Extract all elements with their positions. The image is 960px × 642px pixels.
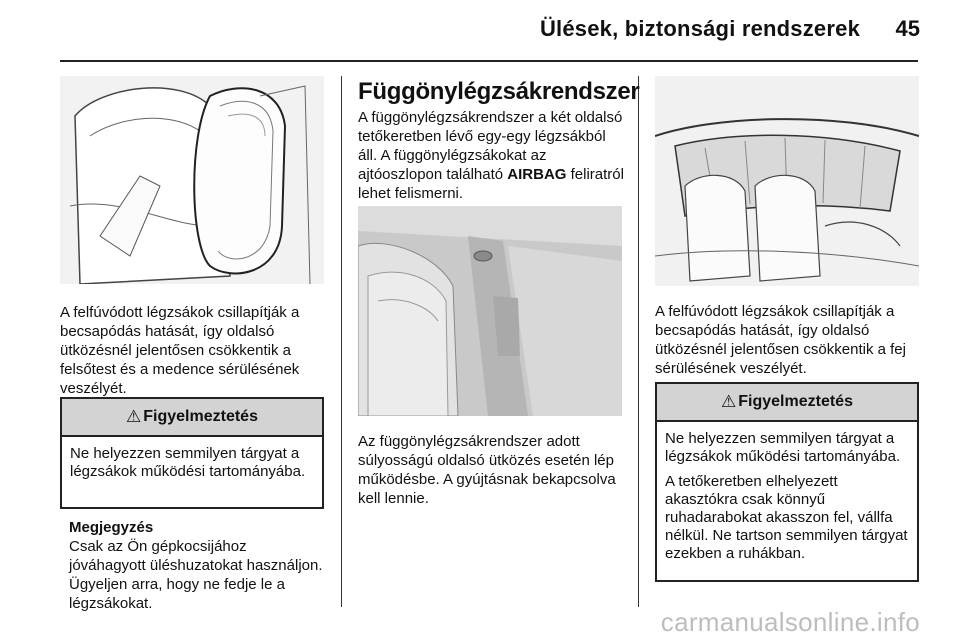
watermark: carmanualsonline.info (660, 607, 920, 637)
curtain-airbag-illustration (655, 76, 919, 286)
left-warning-text: Ne helyezzen semmilyen tárgyat a légzsákok működési tartományába. (70, 445, 306, 480)
right-warning-box (655, 382, 919, 582)
left-note (69, 518, 324, 613)
airbag-label: AIRBAG (507, 166, 567, 183)
middle-intro-start: A függönylégzsákrendszer a két oldalsó tetőkeretben lévő egy-egy légzsákból áll. A függönylégzsákokat az ajtóoszlopon található (358, 109, 623, 183)
middle-paragraph: Az függönylégzsákrendszer adott súlyosságú oldalsó ütközés esetén lép működésbe. A gyújtásnak bekapcsolva kell lennie. (358, 433, 616, 507)
warning-triangle-icon: ⚠ (126, 407, 142, 426)
warning-triangle-icon: ⚠ (721, 392, 737, 411)
left-warning-header (62, 399, 322, 437)
pillar-airbag-illustration (358, 206, 622, 416)
header-rule (60, 60, 918, 62)
section-heading: Függönylégzsákrendszer (358, 78, 640, 105)
right-paragraph: A felfúvódott légzsákok csillapítják a becsapódás hatását, így oldalsó ütközésnél jelentősen csökkentik a fej sérülésének veszélyét. (655, 303, 906, 377)
right-warning-text-2: A tetőkeretben elhelyezett akasztókra csak könnyű ruhadarabokat akasszon fel, vállfa nélkül. Ne tartson semmilyen tárgyat ezekben a ruhákban. (665, 473, 908, 562)
column-divider-left (341, 76, 342, 607)
left-warning-body (62, 437, 322, 494)
right-warning-header (657, 384, 917, 422)
right-warning-text-1: Ne helyezzen semmilyen tárgyat a légzsákok működési tartományába. (665, 430, 901, 465)
page-number: 45 (895, 16, 920, 41)
left-warning-title: Figyelmeztetés (143, 408, 258, 425)
right-warning-body (657, 422, 917, 576)
right-warning-title: Figyelmeztetés (738, 393, 853, 410)
left-warning-box (60, 397, 324, 509)
column-divider-right (638, 76, 639, 607)
page-title: Ülések, biztonsági rendszerek (539, 16, 860, 41)
note-text: Csak az Ön gépkocsijához jóváhagyott üléshuzatokat használjon. Ügyeljen arra, hogy ne fedje le a légzsákokat. (69, 538, 323, 612)
middle-intro-end: feliratról lehet felismerni. (358, 166, 624, 202)
seat-airbag-illustration (60, 76, 324, 284)
left-paragraph: A felfúvódott légzsákok csillapítják a becsapódás hatását, így oldalsó ütközésnél jelentősen csökkentik a felsőtest és a medence sérülésének veszélyét. (60, 304, 300, 397)
note-label: Megjegyzés (69, 519, 154, 536)
middle-intro (358, 108, 624, 203)
